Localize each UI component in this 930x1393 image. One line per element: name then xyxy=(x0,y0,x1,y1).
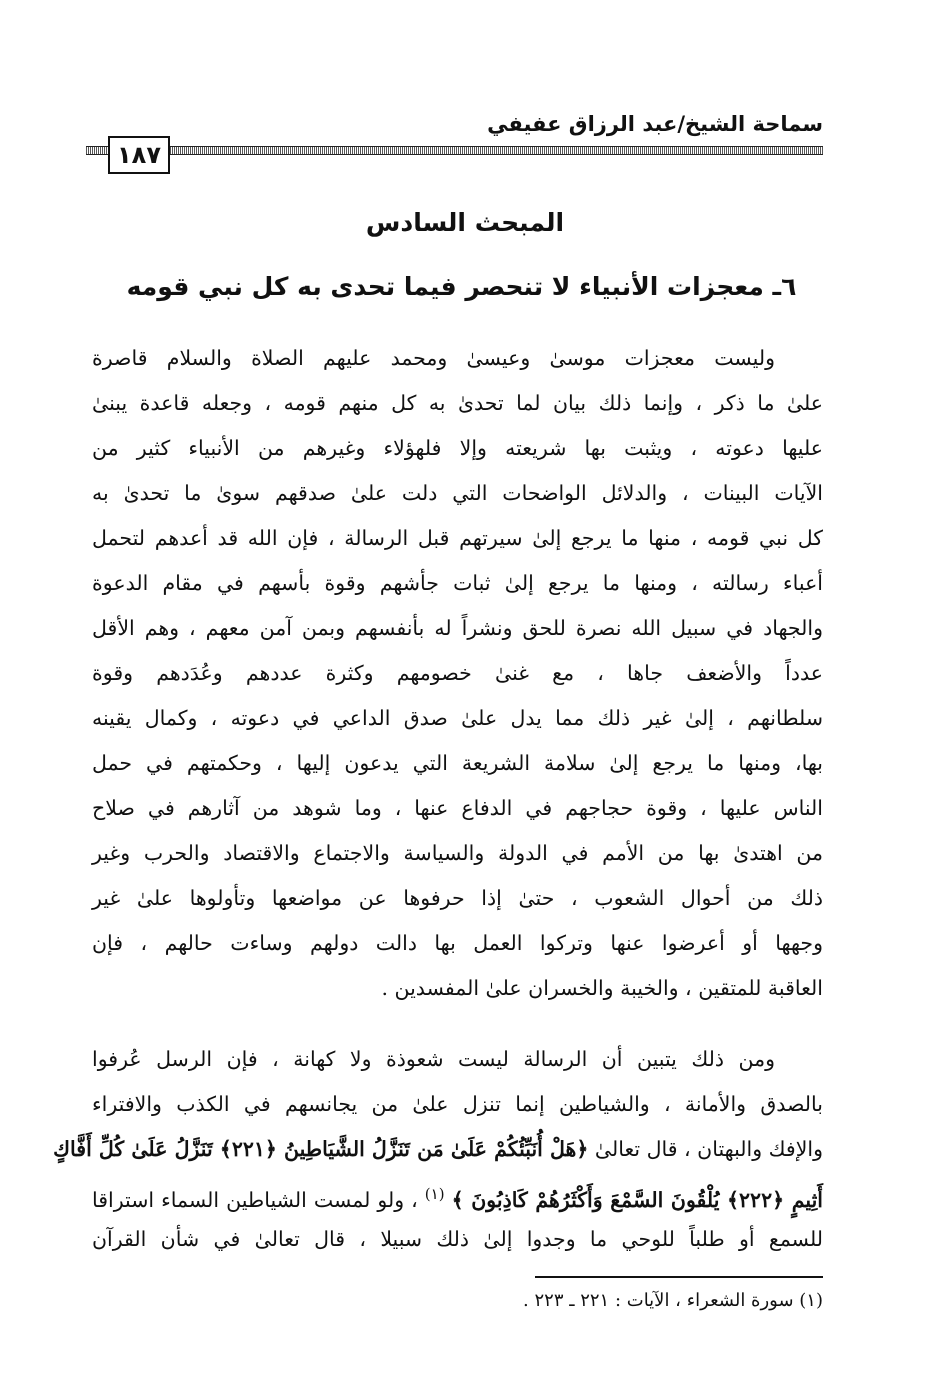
text-line: وجهها أو أعرضوا عنها وتركوا العمل بها دالت دولهم وساءت حالهم ، فإن xyxy=(92,931,823,955)
text-line: ذلك من أحوال الشعوب ، حتىٰ إذا حرفوها عن مواضعها وتأولوها علىٰ غير xyxy=(92,886,823,910)
paragraph-1 xyxy=(92,336,823,1011)
text-line xyxy=(92,1172,823,1217)
text-line: من اهتدىٰ بها من الأمم في الدولة والسياسة والاجتماع والاقتصاد والحرب وغير xyxy=(92,841,823,865)
paragraph-2 xyxy=(53,1037,823,1262)
text-line: بها، ومنها ما يرجع إلىٰ سلامة الشريعة التي يدعون إليها ، وحكمتهم في حمل xyxy=(92,751,823,775)
quran-verse: ﴿هَلْ أُنَبِّئُكُمْ عَلَىٰ مَن تَنَزَّلُ الشَّيَاطِينُ ﴿٢٢١﴾ تَنَزَّلُ عَلَىٰ كُلِّ أَفَّاكٍ xyxy=(53,1137,589,1161)
quran-verse: أَثِيمٍ ﴿٢٢٢﴾ يُلْقُونَ السَّمْعَ وَأَكْثَرُهُمْ كَاذِبُونَ ﴾ xyxy=(451,1187,823,1212)
text-line: أعباء رسالته ، ومنها ما يرجع إلىٰ ثبات جأشهم وقوة بأسهم في مقام الدعوة xyxy=(92,571,823,595)
text-line: ومن ذلك يتبين أن الرسالة ليست شعوذة ولا كهانة ، فإن الرسل عُرفوا xyxy=(92,1047,775,1071)
header-rule-left xyxy=(86,146,108,155)
text-line: وليست معجزات موسىٰ وعيسىٰ ومحمد عليهم الصلاة والسلام قاصرة xyxy=(92,346,775,370)
text-line: عدداً والأضعف جاها ، مع غنىٰ خصومهم وكثرة عددهم وعُدَدهم وقوة xyxy=(92,661,823,685)
text-line: الناس عليها ، وقوة حجاجهم في الدفاع عنها ، وما شوهد من آثارهم في صلاح xyxy=(92,796,823,820)
text-line: كل نبي قومه ، منها ما يرجع إلىٰ سيرتهم قبل الرسالة ، فإن الله قد أعدهم لتحمل xyxy=(92,526,823,550)
header-rule xyxy=(170,146,823,155)
footnote-reference[interactable]: (١) xyxy=(424,1185,445,1203)
subheading: ٦ـ معجزات الأنبياء لا تنحصر فيما تحدى به كل نبي قومه xyxy=(126,272,797,301)
text-line: العاقبة للمتقين ، والخيبة والخسران علىٰ المفسدين . xyxy=(381,976,823,1000)
text-line: سلطانهم ، إلىٰ غير ذلك مما يدل علىٰ صدق الداعي في دعوته ، وكمال يقينه xyxy=(92,706,823,730)
text-line: عليها دعوته ، ويثبت بها شريعته وإلا فلهؤلاء وغيرهم من الأنبياء كثير من xyxy=(92,436,823,460)
footnote-divider xyxy=(535,1276,823,1278)
text-line: علىٰ ما ذكر ، وإنما ذلك بيان لما تحدىٰ به كل منهم قومه ، وجعله قاعدة يبنىٰ xyxy=(92,391,823,415)
text-line: والجهاد في سبيل الله نصرة للحق ونشراً له بأنفسهم وبمن آمن معهم ، وهم الأقل xyxy=(92,616,823,640)
running-title: سماحة الشيخ/عبد الرزاق عفيفي xyxy=(487,112,823,136)
text-segment: والإفك والبهتان ، قال تعالىٰ xyxy=(594,1137,823,1161)
footnote: (١) سورة الشعراء ، الآيات : ٢٢١ ـ ٢٢٣ . xyxy=(523,1290,823,1311)
page-number: ١٨٧ xyxy=(108,136,170,174)
text-line: بالصدق والأمانة ، والشياطين إنما تنزل علىٰ من يجانسهم في الكذب والافتراء xyxy=(92,1092,823,1116)
text-line: الآيات البينات ، والدلائل الواضحات التي دلت علىٰ صدقهم سوىٰ ما تحدىٰ به xyxy=(92,481,823,505)
text-segment: ، ولو لمست الشياطين السماء استراقا xyxy=(92,1187,418,1212)
text-line: للسمع أو طلباً للوحي ما وجدوا إلىٰ ذلك سبيلا ، قال تعالىٰ في شأن القرآن xyxy=(92,1227,823,1251)
section-heading: المبحث السادس xyxy=(365,208,565,237)
text-line xyxy=(53,1127,823,1172)
